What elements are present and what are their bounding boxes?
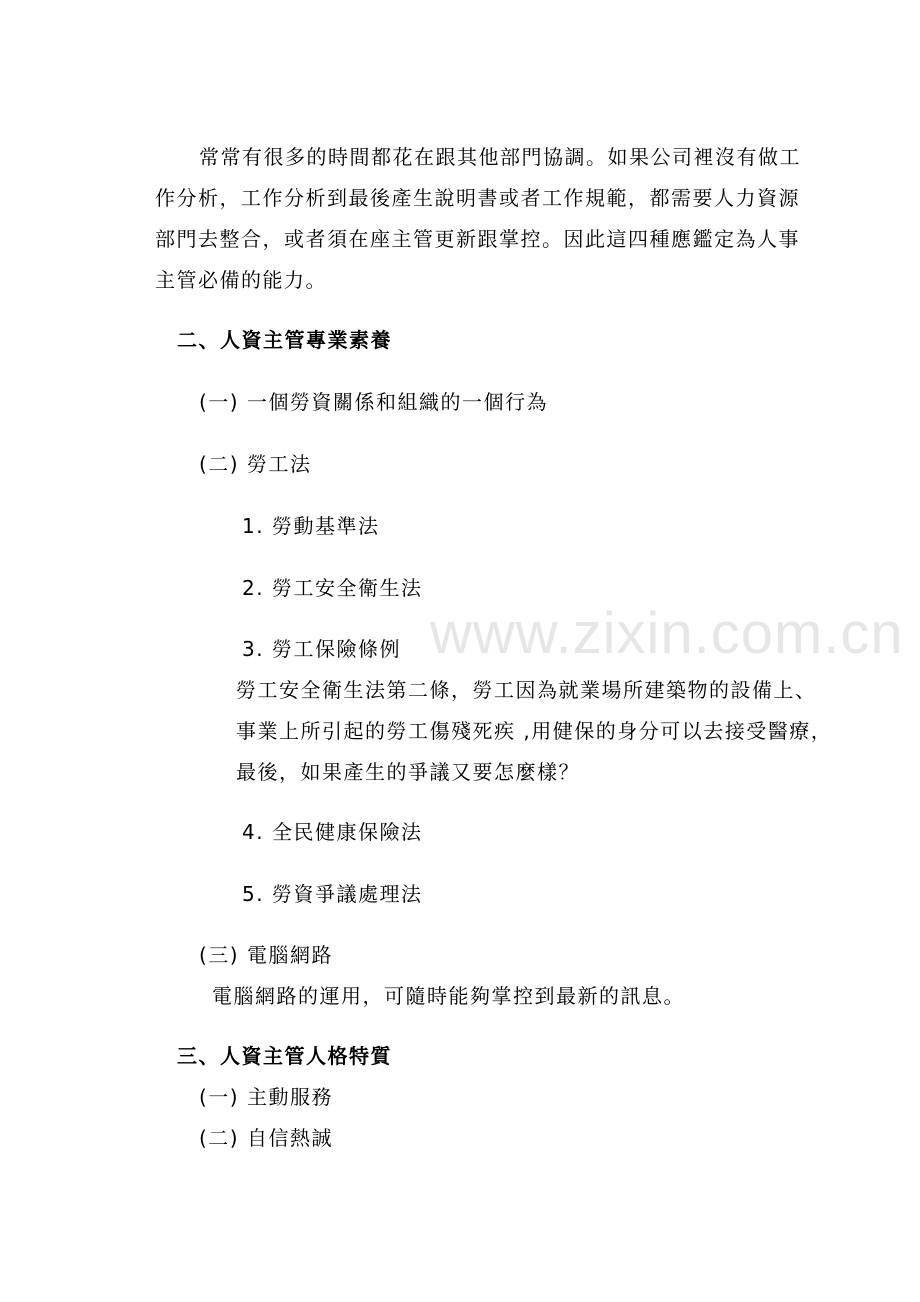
section-2-item-2: (二) 勞工法 xyxy=(199,452,312,476)
intro-line-3: 部門去整合，或者須在座主管更新跟掌控。因此這四種應鑑定為人事 xyxy=(155,227,800,251)
section-2-item-3-text: 電腦網路的運用，可隨時能夠掌控到最新的訊息。 xyxy=(212,984,685,1008)
watermark: www.zixin.com.cn xyxy=(430,601,904,666)
intro-line-2: 作分析，工作分析到最後產生說明書或者工作規範，都需要人力資源 xyxy=(155,186,800,210)
section-3-item-2: (二) 自信熱誠 xyxy=(199,1126,333,1150)
intro-line-4: 主管必備的能力。 xyxy=(155,268,327,292)
section-2-heading: 二、人資主管專業素養 xyxy=(177,328,392,352)
section-2-note-1: 勞工安全衛生法第二條，勞工因為就業場所建築物的設備上、 xyxy=(236,678,817,702)
section-2-sub-5: 5. 勞資爭議處理法 xyxy=(242,882,423,906)
section-3-item-1: (一) 主動服務 xyxy=(199,1085,333,1109)
intro-line-1: 常常有很多的時間都花在跟其他部門協調。如果公司裡沒有做工 xyxy=(199,145,801,169)
section-2-sub-2: 2. 勞工安全衛生法 xyxy=(242,576,423,600)
section-2-item-1: (一) 一個勞資關係和組織的一個行為 xyxy=(199,390,548,414)
section-2-note-3: 最後，如果產生的爭議又要怎麼樣？ xyxy=(236,760,580,784)
section-2-sub-3: 3. 勞工保險條例 xyxy=(242,637,401,661)
section-3-heading: 三、人資主管人格特質 xyxy=(177,1044,392,1068)
section-2-sub-4: 4. 全民健康保險法 xyxy=(242,820,423,844)
section-2-sub-1: 1. 勞動基準法 xyxy=(242,514,380,538)
section-2-note-2: 事業上所引起的勞工傷殘死疾 ,用健保的身分可以去接受醫療， xyxy=(236,719,833,743)
section-2-item-3: (三) 電腦網路 xyxy=(199,943,333,967)
